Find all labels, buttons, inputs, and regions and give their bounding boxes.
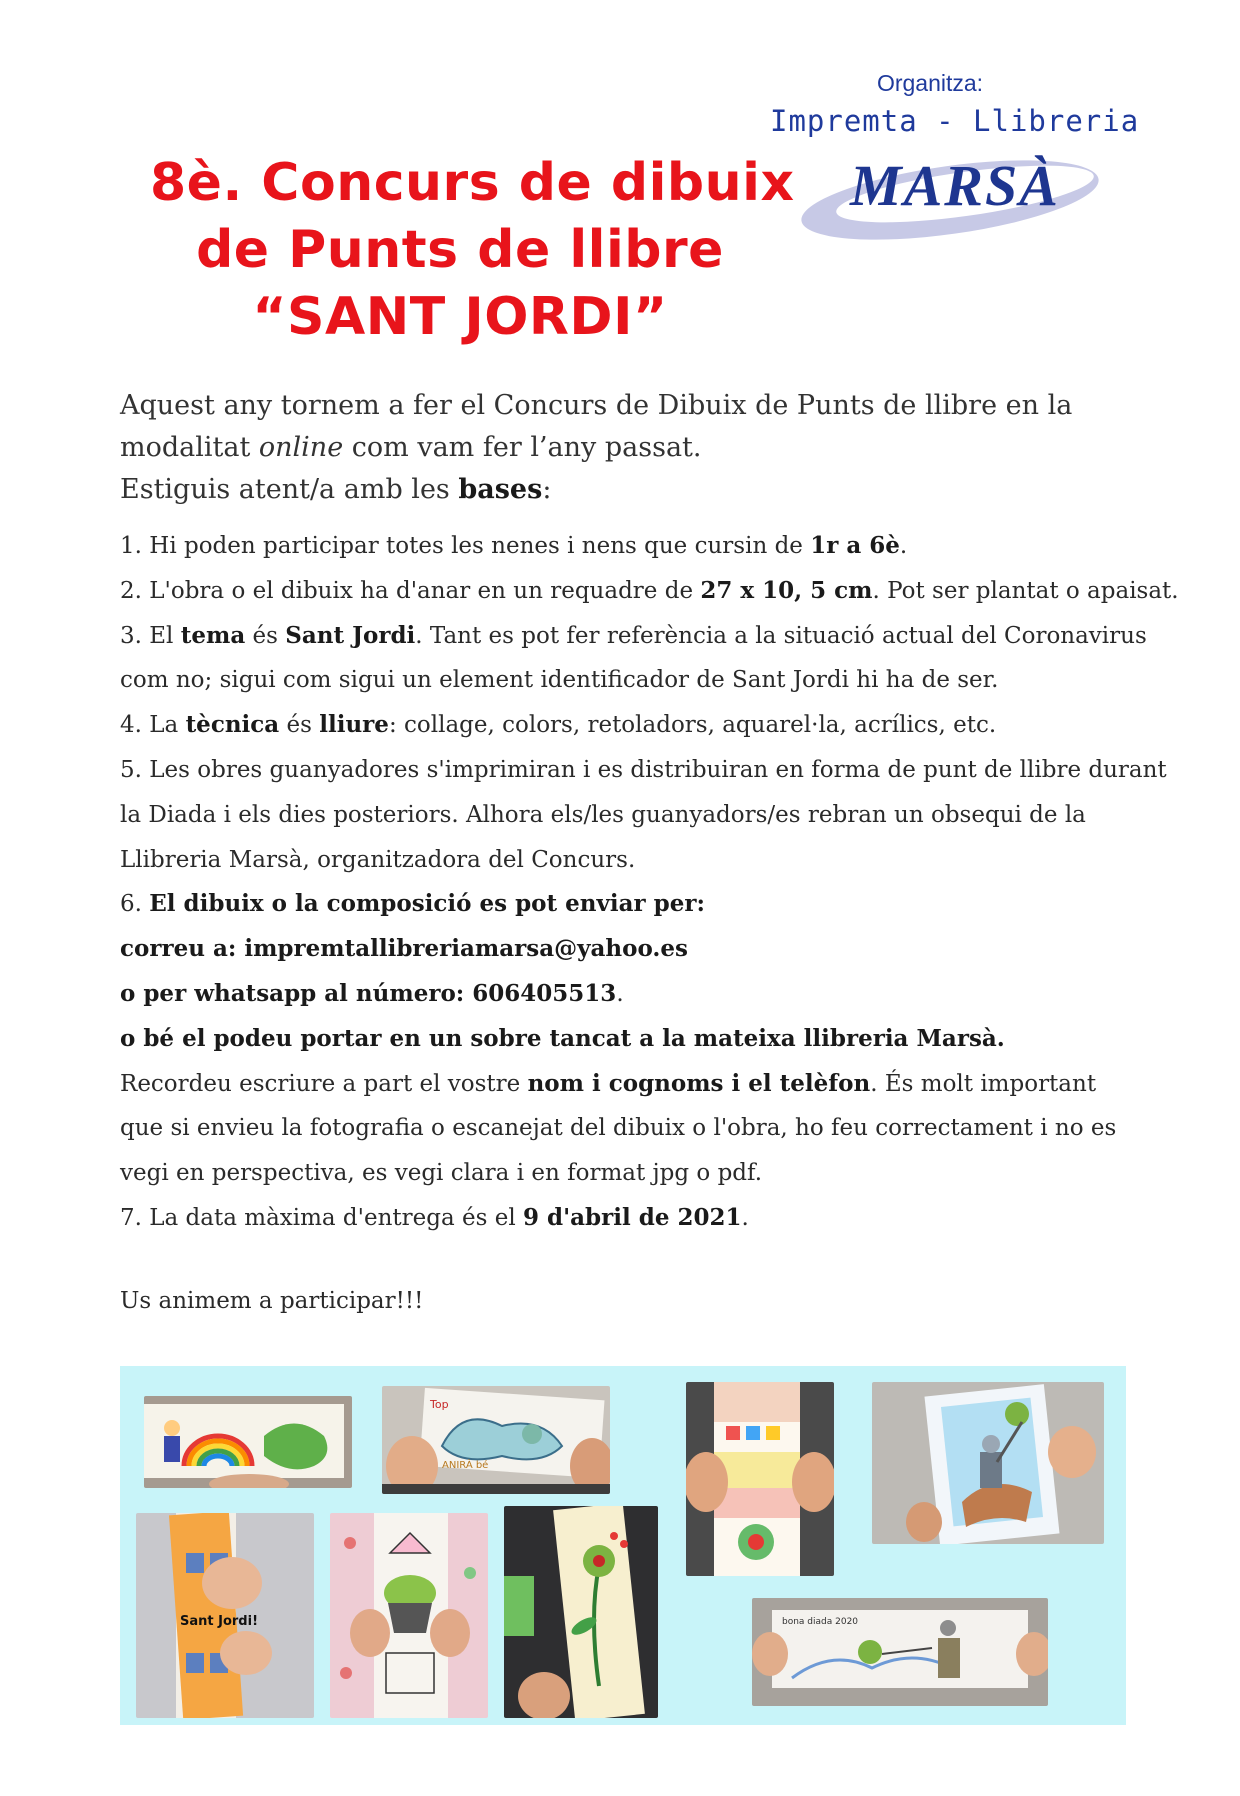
rule-2 <box>120 569 1179 614</box>
rule-6 <box>120 882 1140 927</box>
rule-bold: tema <box>180 621 246 649</box>
organizer-label: Organitza: <box>876 70 984 96</box>
contact-email: correu a: impremtallibreriamarsa@yahoo.es <box>120 935 688 963</box>
rule-text: és <box>279 712 320 739</box>
title-line-1: 8è. Concurs de dibuix <box>150 153 795 213</box>
title-line-2: de Punts de llibre <box>196 220 724 280</box>
rule-text: 4. La <box>120 712 186 739</box>
organizer-name: Impremta - Llibreria <box>770 104 1140 138</box>
photo-bookmark-anira-be <box>382 1386 610 1494</box>
rule-6-cont: vegi en perspectiva, es vegi clara i en format jpg o pdf. <box>120 1160 763 1187</box>
contact-whatsapp: o per whatsapp al número: 606405513 <box>120 979 617 1007</box>
photo-bookmark-rose-virus <box>504 1506 658 1718</box>
photo-bookmark-bona-diada <box>752 1598 1048 1706</box>
rule-6-bring <box>120 1017 1140 1062</box>
bookmark-text-bona-diada: bona diada 2020 <box>782 1617 859 1627</box>
rule-text: 3. El <box>120 622 181 649</box>
photo-bookmark-knight-horse <box>872 1382 1104 1544</box>
rule-text: . <box>899 533 908 559</box>
intro-line-3a: Estiguis atent/a amb les <box>120 474 459 505</box>
rule-text: 7. La data màxima d'entrega és el <box>120 1204 524 1231</box>
rule-bold: tècnica <box>185 711 280 739</box>
rule-bold: El dibuix o la composició es pot enviar per: <box>149 890 705 918</box>
intro-bases: bases <box>458 474 543 505</box>
intro-line-2a: modalitat <box>120 432 259 463</box>
photo-bookmark-dragon-rainbow <box>144 1396 352 1488</box>
rule-bold: lliure <box>319 711 389 739</box>
closing-text: Us animem a participar!!! <box>120 1288 424 1314</box>
rule-4 <box>120 703 1140 748</box>
rule-bold: Sant Jordi <box>285 621 416 649</box>
rule-text: . Pot ser plantat o apaisat. <box>872 577 1179 604</box>
rule-7 <box>120 1196 1140 1241</box>
rule-6-whatsapp <box>120 972 1140 1017</box>
intro-line-2b: com vam fer l’any passat. <box>343 432 702 463</box>
rule-text: . <box>741 1204 749 1231</box>
page-title <box>150 150 795 351</box>
bookmark-text-top: Top <box>430 1398 449 1411</box>
rules-list <box>120 524 1179 1241</box>
rule-bold: 1r a 6è <box>810 532 900 559</box>
photo-gallery <box>120 1366 1126 1725</box>
rule-5: 5. Les obres guanyadores s'imprimiran i es distribuiran en forma de punt de llibre durant <box>120 756 1167 783</box>
rule-text: 1. Hi poden participar totes les nenes i nens que cursin de <box>120 533 811 559</box>
photo-bookmark-coronavirus-tall <box>686 1382 834 1576</box>
rule-bold: 27 x 10, 5 cm <box>700 576 873 604</box>
rule-text: és <box>245 622 286 649</box>
bookmark-text-anira: ANIRÀ bé <box>442 1460 489 1471</box>
bookmark-text-sant-jordi: Sant Jordi! <box>180 1614 258 1629</box>
rule-6-reminder <box>120 1062 1140 1107</box>
rule-5-cont: Llibreria Marsà, organitzadora del Concurs. <box>120 846 636 873</box>
rule-3 <box>120 614 1147 659</box>
rule-bold: nom i cognoms i el telèfon <box>527 1069 871 1097</box>
intro-line-1: Aquest any tornem a fer el Concurs de Dibuix de Punts de llibre en la <box>120 390 1073 421</box>
photo-bookmark-sant-jordi <box>136 1513 314 1718</box>
intro-line-3b: : <box>542 474 552 505</box>
rule-text: 6. <box>120 891 150 918</box>
rule-text: 2. L'obra o el dibuix ha d'anar en un requadre de <box>120 577 701 604</box>
rule-6-cont: que si envieu la fotografia o escanejat del dibuix o l'obra, ho feu correctament i no es <box>120 1115 1117 1142</box>
rule-text: : collage, colors, retoladors, aquarel·la, acrílics, etc. <box>388 712 997 739</box>
title-line-3: “SANT JORDI” <box>252 287 668 347</box>
rule-3-cont: com no; sigui com sigui un element identificador de Sant Jordi hi ha de ser. <box>120 667 999 694</box>
rule-text: . Tant es pot fer referència a la situació actual del Coronavirus <box>415 622 1147 649</box>
intro-paragraph <box>120 385 1130 511</box>
rule-bold: o bé el podeu portar en un sobre tancat a la mateixa llibreria Marsà. <box>120 1024 1005 1052</box>
intro-online: online <box>258 432 344 463</box>
rule-6-email <box>120 927 1140 972</box>
rule-text: . És molt important <box>870 1070 1097 1097</box>
rule-text: Recordeu escriure a part el vostre <box>120 1070 528 1097</box>
rule-1 <box>120 524 1140 569</box>
organizer-logo: MARSÀ <box>850 153 1060 218</box>
deadline: 9 d'abril de 2021 <box>523 1203 742 1231</box>
rule-5-cont: la Diada i els dies posteriors. Alhora els/les guanyadors/es rebran un obsequi de la <box>120 801 1086 828</box>
rule-text: . <box>616 980 624 1007</box>
photo-bookmark-cauldron <box>330 1513 488 1718</box>
